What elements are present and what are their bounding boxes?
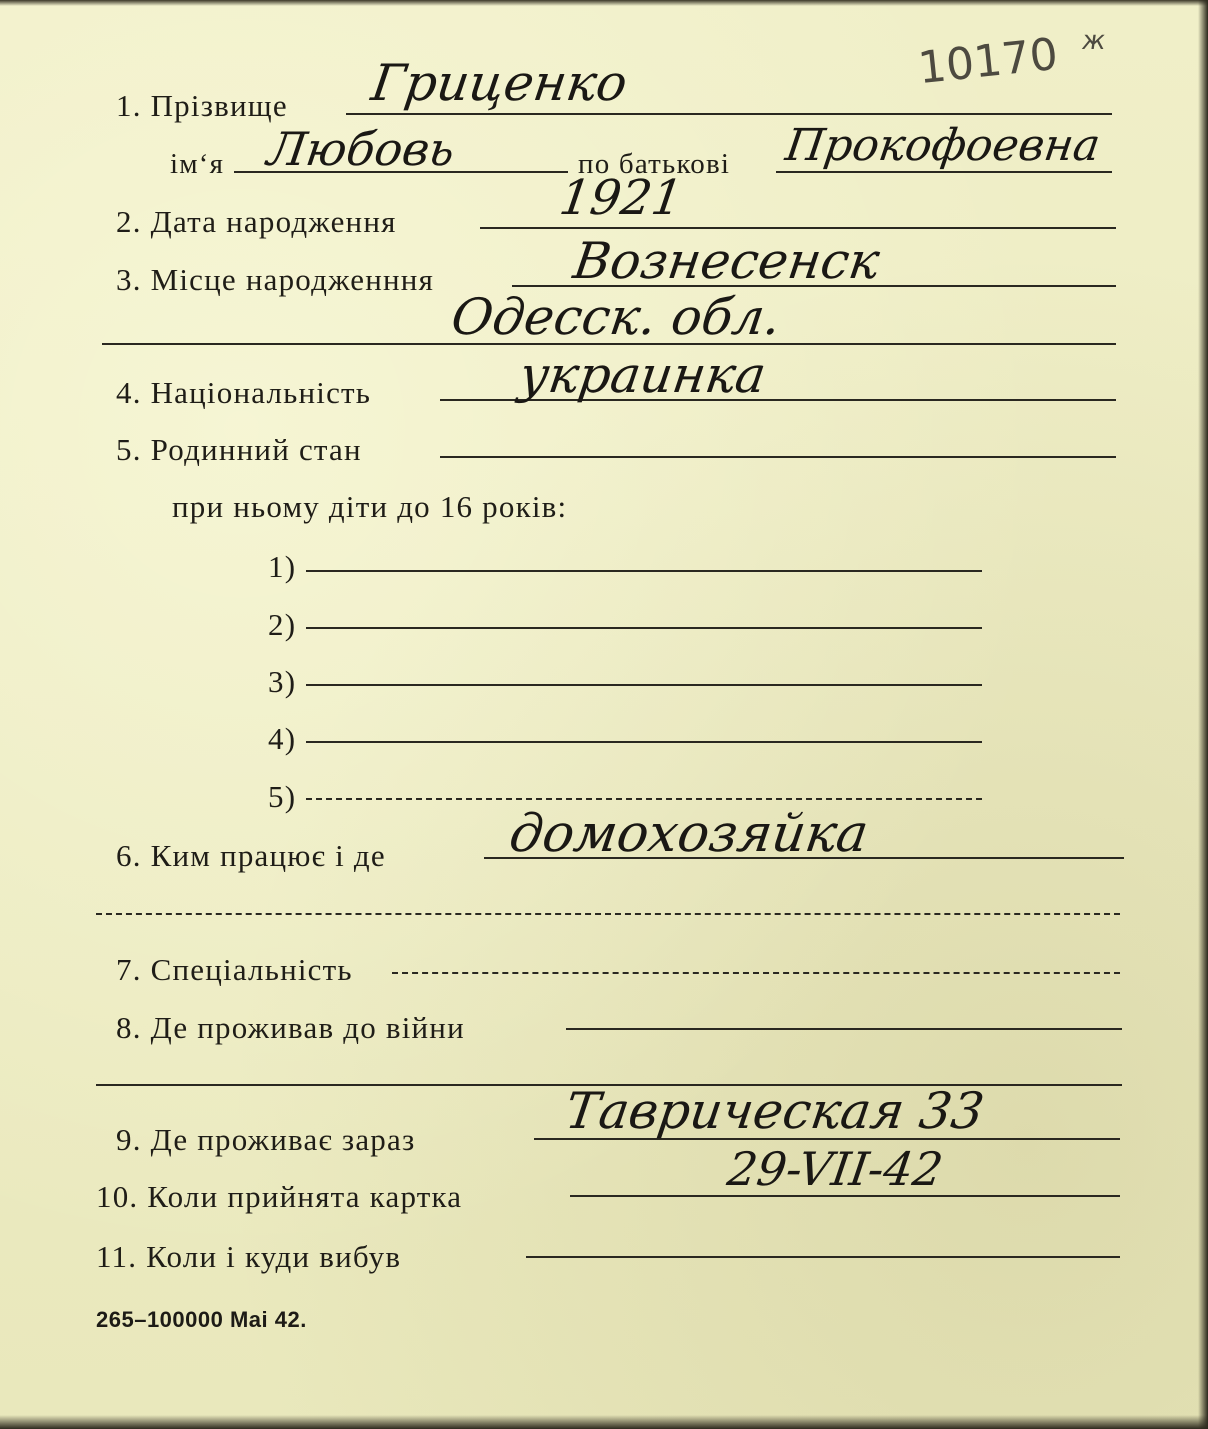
scan-edge-top <box>0 0 1208 6</box>
card-number: 10170 <box>915 28 1061 95</box>
speciality-line <box>392 972 1120 974</box>
marital-label: 5. Родинний стан <box>116 432 362 467</box>
birthdate-line <box>480 227 1116 229</box>
child-2-line <box>306 627 982 629</box>
occupation-line-2 <box>96 913 1120 915</box>
prewar-residence-label: 8. Де проживав до війни <box>116 1010 465 1045</box>
birthdate-value: 1921 <box>556 170 687 226</box>
card-accepted-label: 10. Коли прийнята картка <box>96 1179 463 1214</box>
prewar-residence-line <box>566 1028 1122 1030</box>
children-label: при ньому діти до 16 років: <box>172 489 568 524</box>
birthdate-label: 2. Дата народження <box>116 204 397 239</box>
child-2-label: 2) <box>268 607 297 642</box>
current-residence-label: 9. Де проживає зараз <box>116 1122 416 1157</box>
child-4-label: 4) <box>268 721 297 756</box>
birthplace-label: 3. Місце народженння <box>116 262 435 297</box>
occupation-label: 6. Ким працює і де <box>116 838 386 873</box>
nationality-value: украинка <box>515 346 770 404</box>
current-residence-value: Таврическая 33 <box>561 1082 988 1140</box>
marital-line <box>440 456 1116 458</box>
child-1-label: 1) <box>268 549 297 584</box>
surname-label: 1. Прізвище <box>116 88 288 123</box>
card-accepted-value: 29-VII-42 <box>724 1142 947 1196</box>
patronymic-label: по батькові <box>578 148 731 180</box>
speciality-label: 7. Спеціальність <box>116 952 353 987</box>
child-3-line <box>306 684 982 686</box>
birthplace-value-1: Вознесенск <box>569 232 884 290</box>
child-1-line <box>306 570 982 572</box>
child-5-label: 5) <box>268 779 297 814</box>
occupation-value: домохозяйка <box>505 804 872 864</box>
print-imprint: 265–100000 Mai 42. <box>96 1307 307 1332</box>
child-4-line <box>306 741 982 743</box>
scan-edge-bottom <box>0 1415 1208 1429</box>
surname-value: Гриценко <box>367 54 631 112</box>
nationality-label: 4. Національність <box>116 375 372 410</box>
patronymic-line <box>776 171 1112 173</box>
surname-line <box>346 113 1112 115</box>
child-3-label: 3) <box>268 664 297 699</box>
firstname-label: ім‘я <box>170 148 225 180</box>
birthplace-value-2: Одесск. обл. <box>447 288 785 346</box>
departure-label: 11. Коли і куди вибув <box>96 1239 402 1274</box>
child-5-line <box>306 798 982 800</box>
patronymic-value: Прокофоевна <box>782 120 1104 171</box>
departure-line <box>526 1256 1120 1258</box>
card-number-suffix: ж <box>1079 26 1108 56</box>
scan-edge-right <box>1198 0 1208 1429</box>
firstname-value: Любовь <box>264 122 459 176</box>
